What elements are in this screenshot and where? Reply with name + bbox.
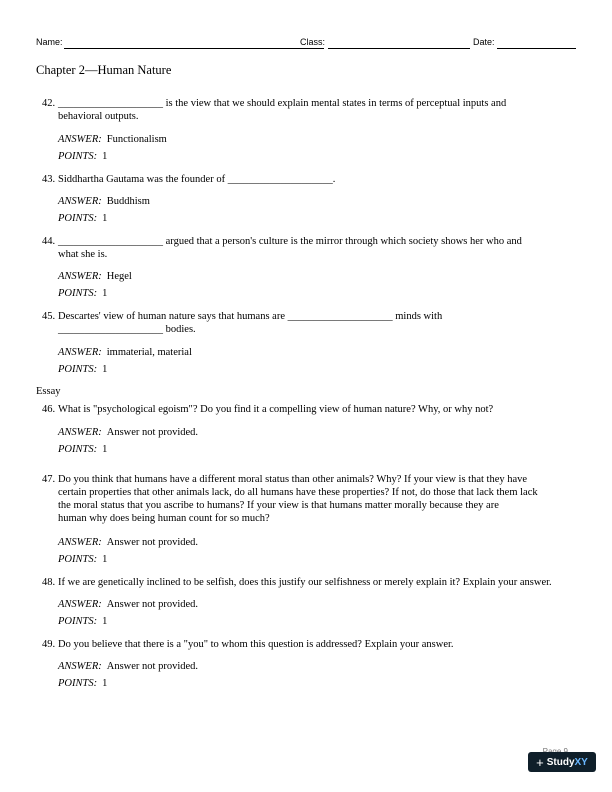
points-label: POINTS: — [58, 364, 98, 375]
question-line: Do you believe that there is a "you" to whom this question is addressed? Explain your answer. — [58, 639, 454, 650]
question-49 — [36, 638, 576, 651]
points-label: POINTS: — [58, 444, 98, 455]
question-line: Do you think that humans have a different moral status than other animals? Why? If your view is that they have — [58, 474, 528, 485]
answer-row — [58, 133, 167, 146]
chapter-title: Chapter 2—Human Nature — [36, 63, 172, 77]
answer-label: ANSWER: — [58, 196, 102, 207]
question-text — [58, 403, 576, 416]
points-row — [58, 212, 107, 225]
points-value: 1 — [102, 678, 108, 689]
answer-row — [58, 660, 198, 673]
points-value: 1 — [102, 213, 108, 224]
question-line: If we are genetically inclined to be selfish, does this justify our selfishness or merely explain it? Explain your answer. — [58, 577, 552, 588]
question-line: human why does being human count for so much? — [58, 513, 270, 524]
plus-icon: + — [536, 754, 544, 770]
question-47 — [36, 473, 576, 525]
answer-value: Functionalism — [106, 134, 167, 145]
answer-label: ANSWER: — [58, 599, 102, 610]
answer-label: ANSWER: — [58, 537, 102, 548]
question-text — [58, 638, 576, 651]
brand-suffix: XY — [574, 756, 588, 768]
question-text — [58, 310, 576, 336]
answer-label: ANSWER: — [58, 134, 102, 145]
section-label-essay: Essay — [36, 386, 61, 397]
answer-row — [58, 270, 132, 283]
answer-label: ANSWER: — [58, 271, 102, 282]
answer-value: immaterial, material — [106, 347, 192, 358]
answer-value: Answer not provided. — [106, 599, 199, 610]
points-value: 1 — [102, 554, 108, 565]
answer-value: Answer not provided. — [106, 537, 199, 548]
answer-row — [58, 536, 198, 549]
question-text — [58, 97, 576, 123]
answer-row — [58, 598, 198, 611]
question-44 — [36, 235, 576, 261]
answer-value: Answer not provided. — [106, 427, 199, 438]
points-label: POINTS: — [58, 288, 98, 299]
question-text — [58, 235, 576, 261]
question-line: What is "psychological egoism"? Do you find it a compelling view of human nature? Why, or why not? — [58, 404, 494, 415]
question-line: behavioral outputs. — [58, 111, 139, 122]
name-field-line[interactable] — [64, 48, 324, 49]
points-row — [58, 615, 107, 628]
question-number: 47. — [42, 474, 56, 485]
answer-row — [58, 346, 192, 359]
question-number: 45. — [42, 311, 56, 322]
answer-label: ANSWER: — [58, 347, 102, 358]
points-row — [58, 150, 107, 163]
question-number: 43. — [42, 174, 56, 185]
question-text — [58, 576, 576, 589]
points-row — [58, 677, 107, 690]
points-label: POINTS: — [58, 678, 98, 689]
question-number: 46. — [42, 404, 56, 415]
brand-name-text: Study — [546, 756, 575, 768]
question-line: what she is. — [58, 249, 108, 260]
points-label: POINTS: — [58, 554, 98, 565]
points-value: 1 — [102, 151, 108, 162]
date-field-line[interactable] — [497, 48, 576, 49]
answer-value: Answer not provided. — [106, 661, 199, 672]
studyxy-badge[interactable] — [528, 752, 596, 772]
question-42 — [36, 97, 576, 123]
answer-row — [58, 195, 150, 208]
points-row — [58, 287, 107, 300]
answer-value: Buddhism — [106, 196, 150, 207]
question-48 — [36, 576, 576, 589]
answer-label: ANSWER: — [58, 661, 102, 672]
question-line: Siddhartha Gautama was the founder of ____________________. — [58, 174, 336, 185]
question-line: Descartes' view of human nature says that humans are ____________________ minds with — [58, 311, 443, 322]
answer-row — [58, 426, 198, 439]
question-46 — [36, 403, 576, 416]
class-field-line[interactable] — [328, 48, 470, 49]
points-value: 1 — [102, 364, 108, 375]
date-label: Date: — [473, 37, 495, 47]
question-43 — [36, 173, 576, 186]
question-line: the moral status that you ascribe to humans? If your view is that humans matter morally because they are — [58, 500, 499, 511]
points-label: POINTS: — [58, 151, 98, 162]
question-line: ____________________ is the view that we should explain mental states in terms of perceptual inputs and — [58, 98, 507, 109]
answer-label: ANSWER: — [58, 427, 102, 438]
points-row — [58, 443, 107, 456]
header-row — [36, 37, 576, 51]
points-row — [58, 363, 107, 376]
points-row — [58, 553, 107, 566]
name-label: Name: — [36, 37, 63, 47]
points-value: 1 — [102, 288, 108, 299]
points-label: POINTS: — [58, 616, 98, 627]
answer-value: Hegel — [106, 271, 132, 282]
question-number: 48. — [42, 577, 56, 588]
question-text — [58, 473, 576, 525]
class-label: Class: — [300, 37, 326, 47]
question-line: ____________________ bodies. — [58, 324, 196, 335]
points-label: POINTS: — [58, 213, 98, 224]
question-number: 42. — [42, 98, 56, 109]
question-text — [58, 173, 576, 186]
question-line: ____________________ argued that a person's culture is the mirror through which society shows her who and — [58, 236, 522, 247]
points-value: 1 — [102, 444, 108, 455]
question-45 — [36, 310, 576, 336]
brand-name — [547, 757, 588, 768]
question-number: 49. — [42, 639, 56, 650]
question-number: 44. — [42, 236, 56, 247]
question-line: certain properties that other animals lack, do all humans have these properties? If not, do those that lack them lack — [58, 487, 538, 498]
points-value: 1 — [102, 616, 108, 627]
